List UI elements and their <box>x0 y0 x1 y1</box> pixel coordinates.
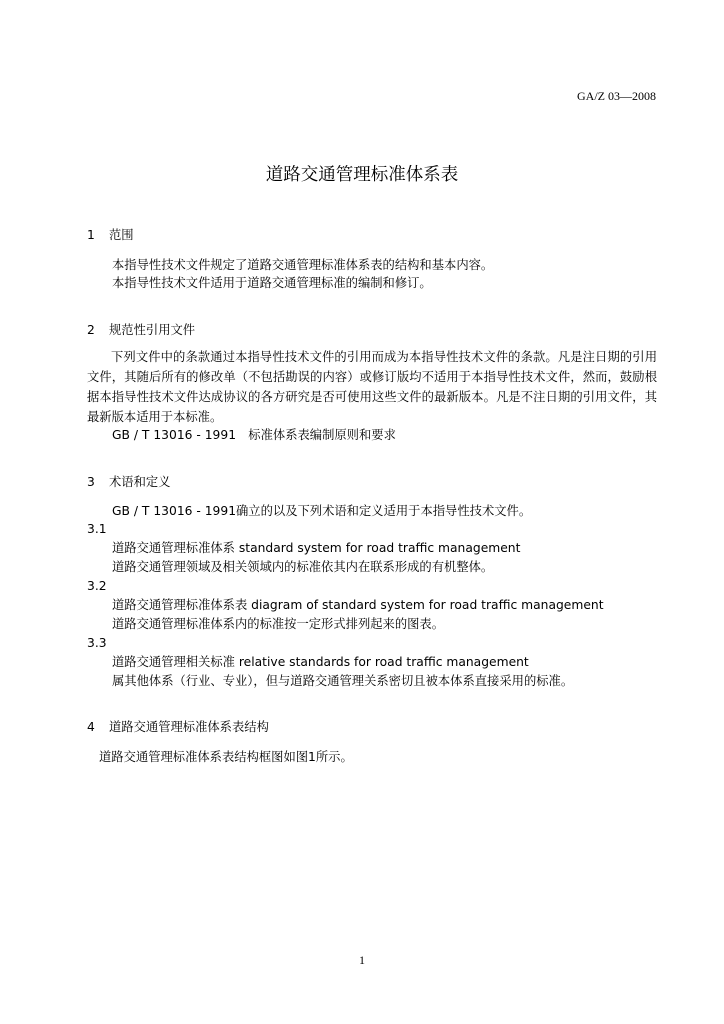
term-3-2-definition: 道路交通管理标准体系内的标准按一定形式排列起来的图表。 <box>112 617 445 631</box>
section-1-title: 范围 <box>109 228 134 242</box>
standard-code: GA/Z 03—2008 <box>577 89 656 103</box>
term-3-2-term: 道路交通管理标准体系表 diagram of standard system for road traffic management <box>112 598 604 612</box>
section-2-paragraph: 下列文件中的条款通过本指导性技术文件的引用而成为本指导性技术文件的条款。凡是注日期的引用文件，其随后所有的修改单（不包括勘误的内容）或修订版均不适用于本指导性技术文件，然而，鼓励根据本指导性技术文件达成协议的各方研究是否可使用这些文件的最新版本。凡是不注日期的引用文件，其最新版本适用于本标准。 <box>87 350 657 424</box>
section-2-title: 规范性引用文件 <box>109 323 196 337</box>
section-4-heading <box>87 718 269 736</box>
section-1-heading <box>87 226 134 244</box>
section-3-heading <box>87 473 171 491</box>
section-2-number: 2 <box>87 323 95 337</box>
section-1-line-1: 本指导性技术文件规定了道路交通管理标准体系表的结构和基本内容。 <box>112 258 494 272</box>
normative-reference: GB / T 13016 - 1991 标准体系表编制原则和要求 <box>112 428 396 442</box>
section-1-number: 1 <box>87 228 95 242</box>
document-title: 道路交通管理标准体系表 <box>265 165 459 185</box>
term-3-1-number: 3.1 <box>87 522 107 536</box>
term-3-3-definition: 属其他体系（行业、专业），但与道路交通管理关系密切且被本体系直接采用的标准。 <box>112 674 574 688</box>
section-3-intro: GB / T 13016 - 1991确立的以及下列术语和定义适用于本指导性技术文件。 <box>112 504 532 518</box>
page-number: 1 <box>359 953 365 967</box>
section-4-title: 道路交通管理标准体系表结构 <box>109 720 269 734</box>
section-4-line: 道路交通管理标准体系表结构框图如图1所示。 <box>99 750 353 764</box>
section-2-heading <box>87 321 195 339</box>
section-1-line-2: 本指导性技术文件适用于道路交通管理标准的编制和修订。 <box>112 276 432 290</box>
term-3-1-definition: 道路交通管理领域及相关领域内的标准依其内在联系形成的有机整体。 <box>112 560 494 574</box>
section-4-number: 4 <box>87 720 95 734</box>
section-3-title: 术语和定义 <box>109 475 171 489</box>
term-3-3-term: 道路交通管理相关标准 relative standards for road traffic management <box>112 655 529 669</box>
term-3-2-number: 3.2 <box>87 579 107 593</box>
term-3-1-term: 道路交通管理标准体系 standard system for road traffic management <box>112 541 521 555</box>
section-3-number: 3 <box>87 475 95 489</box>
term-3-3-number: 3.3 <box>87 636 107 650</box>
